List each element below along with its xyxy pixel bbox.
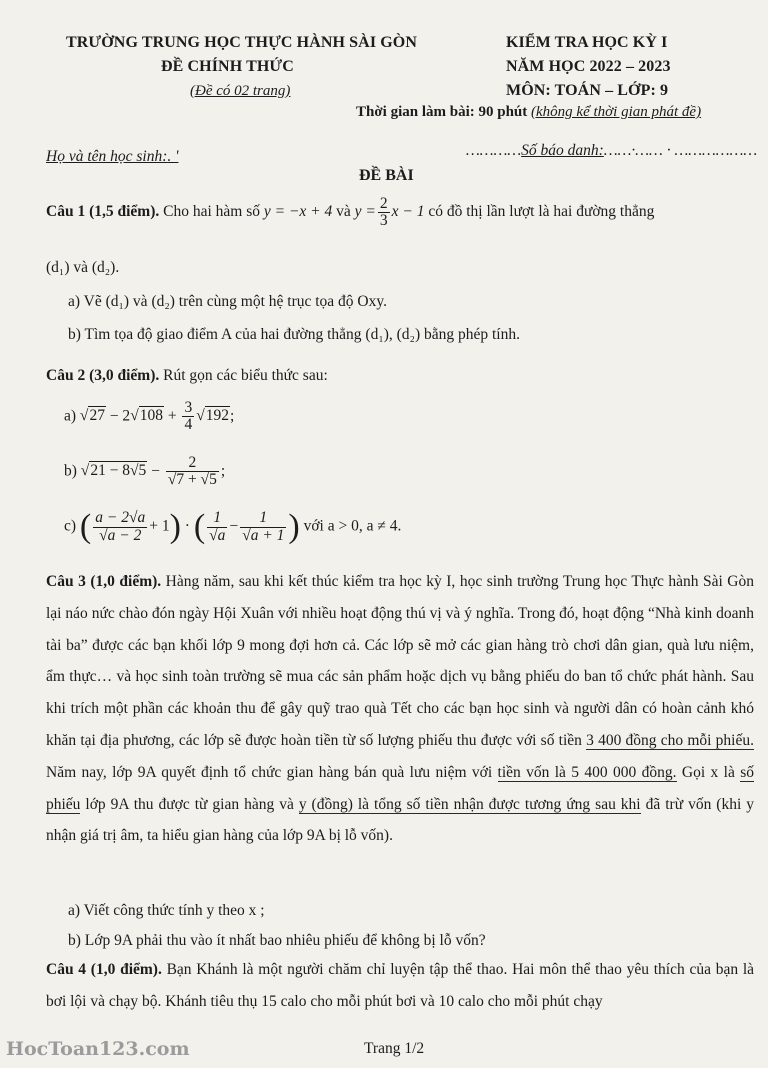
q3-paragraph xyxy=(46,566,754,852)
left-paren-icon: ( xyxy=(193,508,206,545)
q1-label: Câu 1 (1,5 điểm). xyxy=(46,203,160,220)
q3-text-2: Năm nay, lớp 9A quyết định tổ chức gian hàng bán quà lưu niệm với xyxy=(46,763,493,781)
q2-c-fraction-2 xyxy=(207,510,227,544)
q2-part-b xyxy=(64,455,225,489)
q1-fraction xyxy=(378,196,390,230)
time-line xyxy=(356,104,701,121)
q2-b-end: ; xyxy=(220,462,226,480)
q3-text-3: Gọi x là xyxy=(681,763,735,781)
q2-part-a xyxy=(64,400,234,434)
q2-b-fraction xyxy=(166,455,219,489)
sqrt-icon xyxy=(130,407,139,424)
q2-c-condition: với a > 0, a ≠ 4. xyxy=(303,517,402,535)
watermark: HocToan123.com xyxy=(6,1038,190,1060)
section-title: ĐỀ BÀI xyxy=(359,167,414,184)
q2-a-radicand-1: 27 xyxy=(89,407,105,425)
q2-b-fraction-den: √7 + √5 xyxy=(167,471,217,489)
student-id-label: Số báo danh: xyxy=(521,142,604,159)
time-label: Thời gian làm bài: 90 phút xyxy=(356,104,528,120)
q3-text-4: lớp 9A thu được từ gian hàng và xyxy=(85,795,294,813)
student-id-trail: ……·…… · ……………… xyxy=(603,142,758,159)
q2-part-c xyxy=(64,510,401,544)
q3-underlined-y: y (đồng) là tổng số tiền nhận được tương ứng sau khi xyxy=(298,795,641,813)
q2-c-f1-den: √a − 2 xyxy=(99,526,142,544)
q1-line1 xyxy=(46,190,654,234)
q2-a-radicand-3: 192 xyxy=(205,407,229,425)
q2-c-prefix: c) xyxy=(64,517,77,535)
q4-label: Câu 4 (1,0 điểm). xyxy=(46,961,162,978)
q2-c-f3-den: √a + 1 xyxy=(242,526,285,544)
q3-part-b: b) Lớp 9A phải thu vào ít nhất bao nhiêu phiếu để không bị lỗ vốn? xyxy=(68,932,486,949)
q3-underlined-price: 3 400 đồng cho mỗi phiếu. xyxy=(586,731,754,749)
left-paren-icon: ( xyxy=(79,508,92,545)
q1-part-b: b) Tìm tọa độ giao điểm A của hai đường thẳng (d₁), (d₂) bằng phép tính. xyxy=(68,326,520,343)
q1-intro: Cho hai hàm số xyxy=(163,203,260,220)
right-paren-icon: ) xyxy=(169,508,181,545)
q1-function-1: y = −x + 4 xyxy=(263,203,333,220)
q2-c-dot: · xyxy=(184,517,190,535)
q2-c-plus-one: + 1 xyxy=(149,517,170,535)
q2-b-fraction-num: 2 xyxy=(166,455,219,472)
student-name-field xyxy=(46,148,178,166)
q1-function-2-prefix: y = xyxy=(354,203,376,220)
q2-a-mid: − 2 xyxy=(109,407,131,425)
page-number: Trang 1/2 xyxy=(364,1040,425,1057)
q2-c-f2-den: √a xyxy=(209,526,226,544)
q2-b-radicand: 21 − 8√5 xyxy=(90,462,147,480)
q2-a-fraction-num: 3 xyxy=(184,399,193,416)
q1-and: và xyxy=(336,203,351,220)
q2-a-end: ; xyxy=(229,407,235,425)
q1-tail: có đồ thị lần lượt là hai đường thẳng xyxy=(428,203,655,220)
q3-text-1: Hàng năm, sau khi kết thúc kiểm tra học kỳ I, học sinh trường Trung học Thực hành Sài Gòn lại náo nức chào đón ngày Hội Xuân với nhiều hoạt động thú vị và ý nghĩa. Trong đó, hoạt động “Nhà kinh doanh tài ba” được các bạn khối lớp 9 mong đợi hơn cả. Các lớp sẽ mở các gian hàng trò chơi dân gian, quà lưu niệm, ẩm thực… và học sinh toàn trường sẽ mua các sản phẩm hoặc dịch vụ bằng phiếu do ban tổ chức phát hành. Sau khi trích một phần các khoản thu để gây quỹ trao quà Tết cho các bạn học sinh và người dân có hoàn cảnh khó khăn tại địa phương, các lớp sẽ được hoàn tiền từ số lượng phiếu thu được với số tiền xyxy=(46,573,755,749)
q2-c-minus: − xyxy=(229,517,239,535)
q2-a-plus: + xyxy=(167,407,177,425)
q1-function-2-suffix: x − 1 xyxy=(391,203,425,220)
q3-underlined-tickets: số phiếu xyxy=(46,763,755,813)
pages-note: (Đề có 02 trang) xyxy=(190,83,291,99)
subject-grade: MÔN: TOÁN – LỚP: 9 xyxy=(506,82,669,99)
school-name: TRƯỜNG TRUNG HỌC THỰC HÀNH SÀI GÒN xyxy=(66,34,417,51)
q4-text: Bạn Khánh là một người chăm chỉ luyện tập thể thao. Hai môn thể thao yêu thích của bạn là bơi lội và chạy bộ. Khánh tiêu thụ 15 calo cho mỗi phút bơi và 10 calo cho mỗi phút chạy xyxy=(46,961,755,1010)
school-year: NĂM HỌC 2022 – 2023 xyxy=(506,58,671,75)
student-id-dots: ………… xyxy=(466,142,522,159)
q2-label: Câu 2 (3,0 điểm). xyxy=(46,367,160,384)
student-name-label: Họ và tên học sinh: xyxy=(46,148,168,165)
q2-heading xyxy=(46,367,328,385)
q2-b-minus: − xyxy=(151,462,160,480)
q3-text-5: đã trừ vốn (khi y nhận giá trị âm, ta hiểu gian hàng của lớp 9A bị lỗ vốn). xyxy=(46,795,755,845)
q2-intro: Rút gọn các biểu thức sau: xyxy=(163,367,328,384)
q1-line2: (d₁) và (d₂). xyxy=(46,259,120,276)
q1-part-a: a) Vẽ (d₁) và (d₂) trên cùng một hệ trục tọa độ Oxy. xyxy=(68,293,387,310)
q2-b-prefix: b) xyxy=(64,462,77,480)
time-note: (không kể thời gian phát đề) xyxy=(531,104,702,120)
q4-paragraph xyxy=(46,954,754,1018)
q2-c-f2-num: 1 xyxy=(207,510,227,527)
q1-fraction-den: 3 xyxy=(379,211,388,229)
student-name-dots: . ' xyxy=(167,148,179,165)
q1-fraction-num: 2 xyxy=(379,194,388,212)
q3-part-a: a) Viết công thức tính y theo x ; xyxy=(68,902,265,919)
q3-underlined-capital: tiền vốn là 5 400 000 đồng. xyxy=(497,763,677,781)
q2-c-fraction-1 xyxy=(93,510,147,544)
exam-title: KIỂM TRA HỌC KỲ I xyxy=(506,34,668,51)
official-label: ĐỀ CHÍNH THỨC xyxy=(161,58,294,75)
right-paren-icon: ) xyxy=(288,508,300,545)
q2-a-prefix: a) xyxy=(64,407,77,425)
sqrt-icon xyxy=(196,407,205,424)
q2-c-f3-num: 1 xyxy=(240,510,286,527)
q2-a-fraction-den: 4 xyxy=(184,416,193,434)
q2-c-f1-num: a − 2√a xyxy=(95,509,146,527)
student-id-field xyxy=(466,142,757,160)
q3-label: Câu 3 (1,0 điểm). xyxy=(46,573,162,590)
q2-a-radicand-2: 108 xyxy=(139,407,163,425)
q2-a-fraction xyxy=(182,400,194,434)
q2-c-fraction-3 xyxy=(240,510,286,544)
